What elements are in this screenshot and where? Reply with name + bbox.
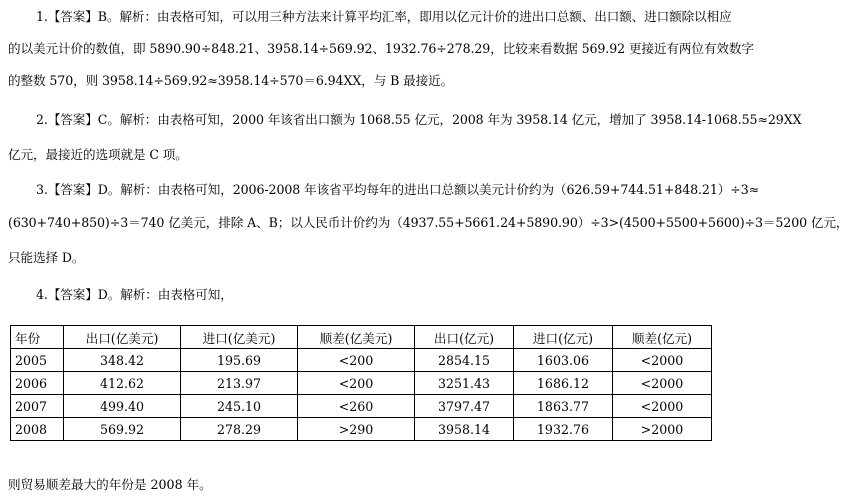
table-cell: 2854.15 — [415, 349, 514, 372]
table-cell: 1603.06 — [513, 349, 612, 372]
table-cell: 1686.12 — [513, 372, 612, 395]
table-cell: <2000 — [612, 372, 711, 395]
table-cell: 412.62 — [64, 372, 181, 395]
table-cell: 2008 — [11, 418, 64, 441]
answer-2-line-2: 亿元，最接近的选项就是 C 项。 — [8, 147, 188, 162]
table-cell: <200 — [298, 372, 415, 395]
table-cell: 348.42 — [64, 349, 181, 372]
answer-3-line-3: 只能选择 D。 — [8, 250, 85, 265]
table-cell: 195.69 — [181, 349, 298, 372]
answer-2-line-1: 2.【答案】C。解析：由表格可知，2000 年该省出口额为 1068.55 亿元，2008 年为 3958.14 亿元，增加了 3958.14-1068.55≈29XX — [36, 112, 802, 127]
table-cell: <2000 — [612, 349, 711, 372]
table-row — [11, 418, 712, 441]
header-surplus-usd: 顺差(亿美元) — [298, 326, 415, 349]
table-cell: 499.40 — [64, 395, 181, 418]
answer-3-line-2: (630+740+850)÷3＝740 亿美元，排除 A、B；以人民币计价约为（4937.55+5661.24+5890.90）÷3>(4500+5500+5600)÷3＝5200 亿元， — [8, 215, 848, 230]
answer-1-line-2: 的以美元计价的数值，即 5890.90÷848.21、3958.14÷569.92、1932.76÷278.29，比较来看数据 569.92 更接近有两位有效数字 — [8, 41, 754, 56]
table-header-row — [11, 326, 712, 349]
table-row — [11, 395, 712, 418]
table-cell: 2005 — [11, 349, 64, 372]
answer-1-line-1: 1.【答案】B。解析：由表格可知，可以用三种方法来计算平均汇率，即用以亿元计价的进出口总额、出口额、进口额除以相应 — [36, 9, 732, 24]
answer-3-line-1: 3.【答案】D。解析：由表格可知，2006-2008 年该省平均每年的进出口总额以美元计价约为（626.59+744.51+848.21）÷3≈ — [36, 182, 760, 197]
conclusion-text: 则贸易顺差最大的年份是 2008 年。 — [8, 477, 212, 492]
header-import-usd: 进口(亿美元) — [181, 326, 298, 349]
table-cell: 3797.47 — [415, 395, 514, 418]
table-cell: 3251.43 — [415, 372, 514, 395]
table-cell: >290 — [298, 418, 415, 441]
table-cell: 278.29 — [181, 418, 298, 441]
table-cell: 245.10 — [181, 395, 298, 418]
table-row — [11, 349, 712, 372]
table-cell: <200 — [298, 349, 415, 372]
trade-data-table — [10, 325, 712, 441]
header-export-usd: 出口(亿美元) — [64, 326, 181, 349]
table-cell: 2007 — [11, 395, 64, 418]
table-cell: 2006 — [11, 372, 64, 395]
table-cell: 569.92 — [64, 418, 181, 441]
table-cell: 3958.14 — [415, 418, 514, 441]
table-cell: >2000 — [612, 418, 711, 441]
header-year: 年份 — [11, 326, 64, 349]
table-cell: 1863.77 — [513, 395, 612, 418]
header-export-cny: 出口(亿元) — [415, 326, 514, 349]
table-cell: 213.97 — [181, 372, 298, 395]
answer-1-line-3: 的整数 570，则 3958.14÷569.92≈3958.14÷570＝6.94XX，与 B 最接近。 — [8, 73, 454, 88]
table-cell: <260 — [298, 395, 415, 418]
table-row — [11, 372, 712, 395]
table-cell: 1932.76 — [513, 418, 612, 441]
header-import-cny: 进口(亿元) — [513, 326, 612, 349]
answer-4-line-1: 4.【答案】D。解析：由表格可知， — [36, 287, 233, 302]
table-cell: <2000 — [612, 395, 711, 418]
header-surplus-cny: 顺差(亿元) — [612, 326, 711, 349]
